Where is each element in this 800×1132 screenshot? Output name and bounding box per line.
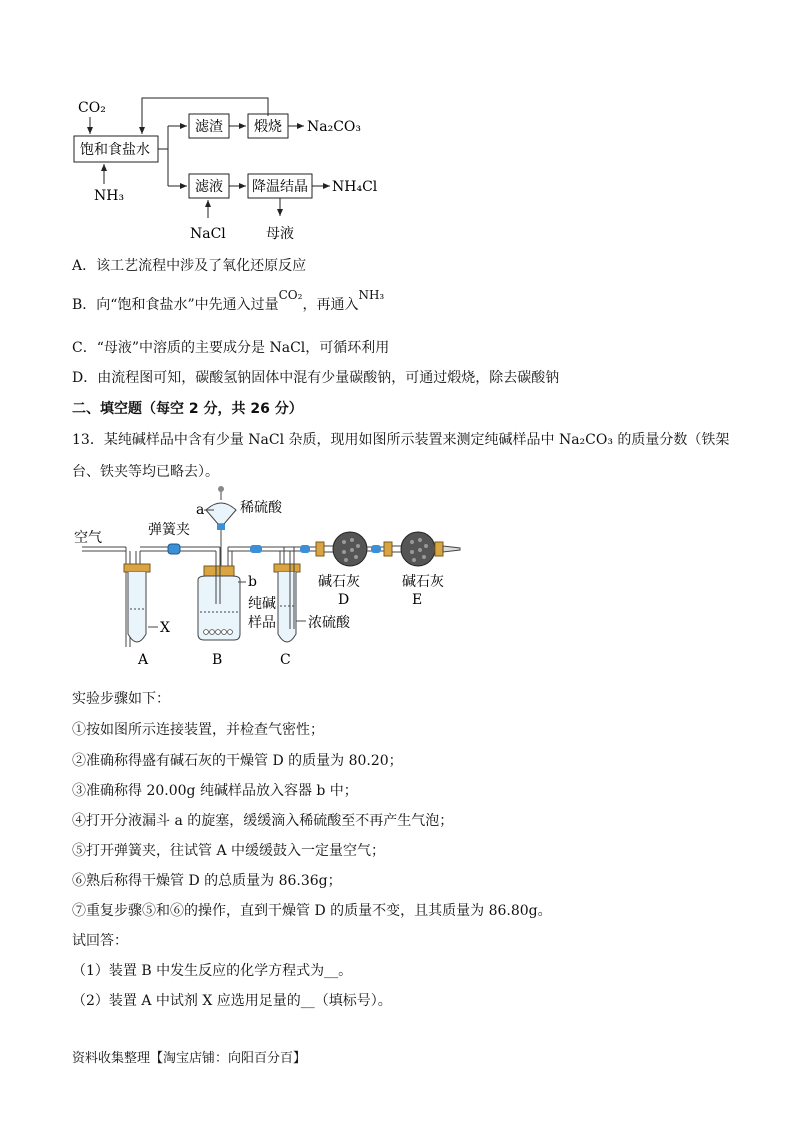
question-2: （2）装置 A 中试剂 X 应选用足量的__（填标号）。 <box>72 993 392 1009</box>
option-b-nh3: NH₃ <box>358 288 385 302</box>
steps-title: 实验步骤如下： <box>72 691 170 707</box>
option-d: D．由流程图可知，碳酸氢钠固体中混有少量碳酸钠，可通过煅烧，除去碳酸钠 <box>72 370 560 386</box>
mother-liquor-label: 母液 <box>266 226 294 242</box>
option-b-middle: ，再通入 <box>302 297 359 313</box>
drying-tube-d-stopper <box>316 542 324 556</box>
tube-c-label: C <box>280 652 291 668</box>
step-6: ⑥熟后称得干燥管 D 的总质量为 86.36g； <box>72 873 342 889</box>
co2-label: CO₂ <box>78 100 106 116</box>
bottle-b-label: B <box>212 652 223 668</box>
drying-tube-e-stopper <box>384 542 392 556</box>
option-c: C．“母液”中溶质的主要成分是 NaCl，可循环利用 <box>72 340 390 356</box>
container-b-label: b <box>248 574 257 590</box>
reagent-x-label: X <box>160 620 170 636</box>
tube-a-stopper <box>124 564 150 572</box>
tube-c <box>278 572 296 642</box>
option-b <box>72 288 385 314</box>
spring-clamp <box>168 544 180 554</box>
step-2: ②准确称得盛有碱石灰的干燥管 D 的质量为 80.20； <box>72 753 403 769</box>
tube-a-label: A <box>138 652 149 668</box>
tube-c-stopper <box>274 564 300 572</box>
drying-tube-d-label: D <box>338 592 350 608</box>
nh3-label: NH₃ <box>94 188 125 204</box>
soda-lime-e-label: 碱石灰 <box>402 574 444 590</box>
option-b-co2: CO₂ <box>278 288 303 302</box>
funnel-a-label: a <box>196 502 205 518</box>
bottle-b-stopper <box>204 566 234 576</box>
nh4cl-label: NH₄Cl <box>332 179 378 195</box>
calcine-label: 煅烧 <box>254 119 282 135</box>
tube-a <box>128 572 146 642</box>
drying-tube-e-label: E <box>412 592 423 608</box>
option-a: A．该工艺流程中涉及了氧化还原反应 <box>72 258 307 274</box>
soda-sample-line2: 样品 <box>248 615 276 631</box>
dilute-h2so4-label: 稀硫酸 <box>240 500 282 516</box>
process-flowchart <box>60 88 380 248</box>
soda-lime-d-label: 碱石灰 <box>318 574 360 590</box>
answer-title: 试回答： <box>72 933 128 949</box>
option-b-prefix: B．向“饱和食盐水”中先通入过量 <box>72 297 279 313</box>
spring-clamp-label: 弹簧夹 <box>148 522 190 538</box>
apparatus-diagram <box>68 484 468 670</box>
conc-h2so4-label: 浓硫酸 <box>308 615 350 631</box>
step-5: ⑤打开弹簧夹，往试管 A 中缓缓鼓入一定量空气； <box>72 843 386 859</box>
section-title: 二、填空题（每空 2 分，共 26 分） <box>72 401 303 417</box>
soda-sample-line1: 纯碱 <box>248 596 276 612</box>
na2co3-label: Na₂CO₃ <box>307 119 362 135</box>
drying-tube-e <box>401 532 435 566</box>
step-1: ①按如图所示连接装置，并检查气密性； <box>72 722 324 738</box>
filter-residue-label: 滤渣 <box>195 119 223 135</box>
air-label: 空气 <box>74 530 102 546</box>
filtrate-label: 滤液 <box>195 179 223 195</box>
step-4: ④打开分液漏斗 a 的旋塞，缓缓滴入稀硫酸至不再产生气泡； <box>72 813 454 829</box>
drying-tube-d <box>333 532 367 566</box>
separatory-funnel <box>206 503 236 524</box>
footer-note: 资料收集整理【淘宝店铺：向阳百分百】 <box>72 1051 307 1066</box>
step-7: ⑦重复步骤⑤和⑥的操作，直到干燥管 D 的质量不变，且其质量为 86.80g。 <box>72 903 552 919</box>
nacl-label: NaCl <box>190 226 226 242</box>
step-3: ③准确称得 20.00g 纯碱样品放入容器 b 中； <box>72 783 358 799</box>
cool-crystallize-label: 降温结晶 <box>252 179 308 195</box>
question-1: （1）装置 B 中发生反应的化学方程式为__。 <box>72 963 353 979</box>
question-13-text: 13．某纯碱样品中含有少量 NaCl 杂质，现用如图所示装置来测定纯碱样品中 Na₂CO₃ 的质量分数（铁架台、铁夹等均已略去）。 <box>72 432 730 480</box>
brine-label: 饱和食盐水 <box>80 142 150 158</box>
